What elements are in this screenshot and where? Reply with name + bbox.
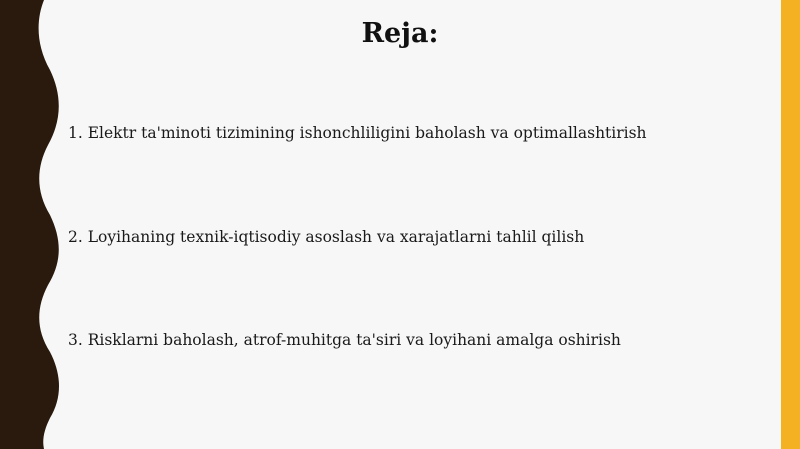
agenda-item-1: 1. Elektr ta'minoti tizimining ishonchliligini baholash va optimallashtirish <box>68 124 647 142</box>
right-accent-bar <box>781 0 800 449</box>
decorative-wave-border <box>0 0 62 449</box>
agenda-item-3: 3. Risklarni baholash, atrof-muhitga ta'siri va loyihani amalga oshirish <box>68 331 621 349</box>
agenda-item-2: 2. Loyihaning texnik-iqtisodiy asoslash va xarajatlarni tahlil qilish <box>68 228 585 246</box>
slide-title: Reja: <box>361 18 439 49</box>
